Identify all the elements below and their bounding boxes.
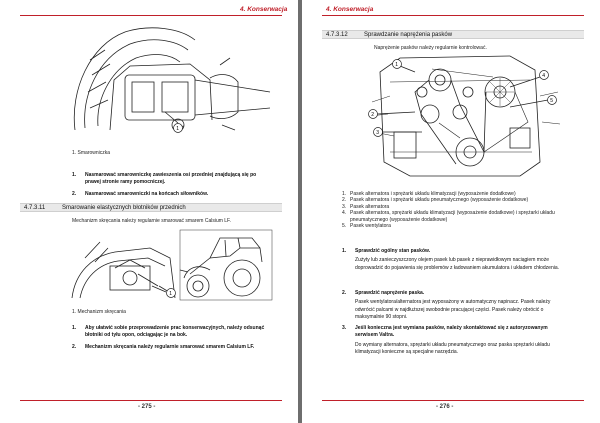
step-title: Sprawdzić naprężenie paska. — [355, 290, 425, 296]
footer-rule — [322, 400, 584, 401]
figure2-caption: 1. Mechanizm skręcania — [72, 309, 126, 315]
page-header: 4. Konserwacja — [240, 6, 288, 13]
step-description: Do wymiany alternatora, sprężarki układu pneumatycznego oraz paska sprężarki układu klimatyzacji konieczne są specjalne narzędzia. — [355, 341, 550, 356]
figure-engine-belts — [360, 52, 575, 180]
section-intro: Naprężenie pasków należy regularnie kontrolować. — [374, 45, 487, 51]
footer-rule — [20, 400, 282, 401]
section-intro: Mechanizm skręcania należy regularnie smarować smarem Calsium LF. — [72, 218, 231, 224]
section-heading: 4.7.3.12 Sprawdzanie naprężenia pasków — [322, 30, 584, 39]
figure-callout-5: 5 — [550, 98, 553, 104]
figure-hub-grease-nipple — [70, 20, 275, 142]
right-page: 4. Konserwacja 4.7.3.12 Sprawdzanie naprężenia pasków Naprężenie pasków należy regularnie kontrolować. 1 2 3 4 5 1. Pasek alternatora i sprężarki układu klimatyzacji (wyposażenie dodatkowe) 2. Pasek alternatora i sprężarki układu pneumatycznego (wyposażenie dodatkowe) 3. Pasek alternatora 4. Pasek alternatora, sprężarki układu klimatyzacji (wyposażenie dodatkowe) i sprężarki układu pneumatycznego (wyposażenie dodatkowe) 5. Pasek wentylatora 1. Sprawdzić ogólny stan pasków. Zużyty lub zanieczyszczony olejem pasek lub pasek z nieprawidłowym naciągiem może doprowadzić do pojawienia się problemów z ładowaniem akumulatora i układem chłodzenia. 2. Sprawdzić naprężenie paska. Pasek wentylatora/alternatora jest wyposażony w automatyczny napinacz. Pasek należy odwrócić palcami w najdłuższej swobodnie pracującej części. Pasek należy obrócić o maksymalnie 90 stopni. 3. Jeśli konieczna jest wymiana pasków, należy skontaktować się z autoryzowanym serwisem Valtra. Do wymiany alternatora, sprężarki układu pneumatycznego oraz paska sprężarki układu klimatyzacji konieczne są specjalne narzędzia. - 276 - — [302, 0, 600, 423]
header-rule — [20, 15, 282, 16]
section-heading: 4.7.3.11 Smarowanie elastycznych błotników przednich — [20, 203, 282, 212]
figure-callout-2: 2 — [371, 112, 374, 118]
figure-legend — [342, 191, 582, 229]
step-title: Sprawdzić ogólny stan pasków. — [355, 248, 431, 254]
page-number: - 275 - — [138, 404, 156, 410]
figure-steering-mechanism — [70, 228, 275, 304]
step-description: Pasek wentylatora/alternatora jest wyposażony w automatyczny napinacz. Pasek należy odwrócić palcami w najdłuższej swobodnie pracującej części. Pasek należy obrócić o maksymalnie 90 stopni. — [355, 299, 551, 321]
page-header: 4. Konserwacja — [326, 6, 374, 13]
header-rule — [322, 15, 584, 16]
figure-callout-4: 4 — [542, 73, 545, 79]
step-description: Zużyty lub zanieczyszczony olejem pasek lub pasek z nieprawidłowym naciągiem może doprowadzić do pojawienia się problemów z ładowaniem akumulatora i układem chłodzenia. — [355, 257, 560, 271]
left-page: 4. Konserwacja 1 1. Smarowniczka 1. Nasmarować smarowniczkę zawieszenia osi przedniej znajdującą się po prawej stronie ramy pomocniczej. 2. Nasmarować smarowniczki na końcach siłowników. 4.7.3.11 Smarowanie elastycznych błotników przednich Mechanizm skręcania należy regularnie smarować smarem Calsium LF. 1 1. Mechanizm skręcania 1. Aby ułatwić sobie przeprowadzenie prac konserwacyjnych, należy odsunąć błotniki od tyłu opon, odciągając je na bok. 2. Mechanizm skręcania należy regularnie smarować smarem Calsium LF. - 275 - — [0, 0, 298, 423]
legend-item: 1. Pasek alternatora i sprężarki układu klimatyzacji (wyposażenie dodatkowe) — [342, 191, 516, 197]
legend-item: 5. Pasek wentylatora — [342, 223, 391, 230]
figure2-callout: 1 — [169, 291, 172, 297]
step-title: Jeśli konieczna jest wymiana pasków, należy skontaktować się z autoryzowanym serwisem Valtra. — [355, 325, 548, 339]
legend-item: 2. Pasek alternatora i sprężarki układu pneumatycznego (wyposażenie dodatkowe) — [342, 197, 529, 204]
figure1-callout: 1 — [176, 126, 179, 132]
figure1-caption: 1. Smarowniczka — [72, 150, 111, 156]
figure-callout-3: 3 — [376, 130, 379, 136]
page-number: - 276 - — [436, 404, 454, 410]
legend-item: 4. Pasek alternatora, sprężarki układu klimatyzacji (wyposażenie dodatkowe) i sprężarki układu pneumatycznego (wyposażenie dodatkowe) — [342, 210, 555, 223]
legend-item: 3. Pasek alternatora — [342, 203, 390, 210]
figure-callout-1: 1 — [395, 62, 398, 68]
